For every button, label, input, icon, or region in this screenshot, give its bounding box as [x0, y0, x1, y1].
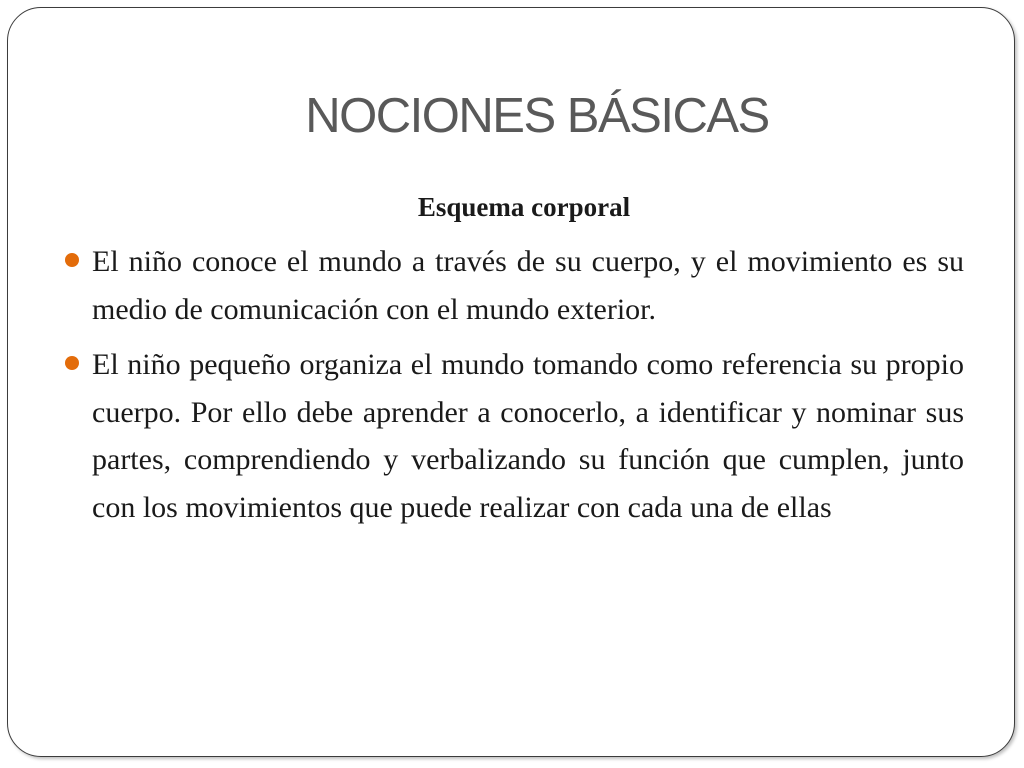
- bullet-text: El niño pequeño organiza el mundo tomando como referencia su propio cuerpo. Por ello debe aprender a conocerlo, a identificar y nominar sus partes, comprendiendo y verbalizando su función que cumplen, junto con los movimientos que puede realizar con cada una de ellas: [92, 348, 964, 524]
- slide-title: NOCIONES BÁSICAS: [305, 89, 769, 143]
- bullet-dot-icon: [65, 356, 79, 370]
- slide-subtitle: Esquema corporal: [417, 192, 631, 222]
- bullet-item: [92, 341, 964, 531]
- bullet-list: [92, 238, 964, 539]
- bullet-dot-icon: [65, 253, 79, 267]
- bullet-item: [92, 238, 964, 333]
- bullet-text: El niño conoce el mundo a través de su cuerpo, y el movimiento es su medio de comunicación con el mundo exterior.: [92, 245, 964, 326]
